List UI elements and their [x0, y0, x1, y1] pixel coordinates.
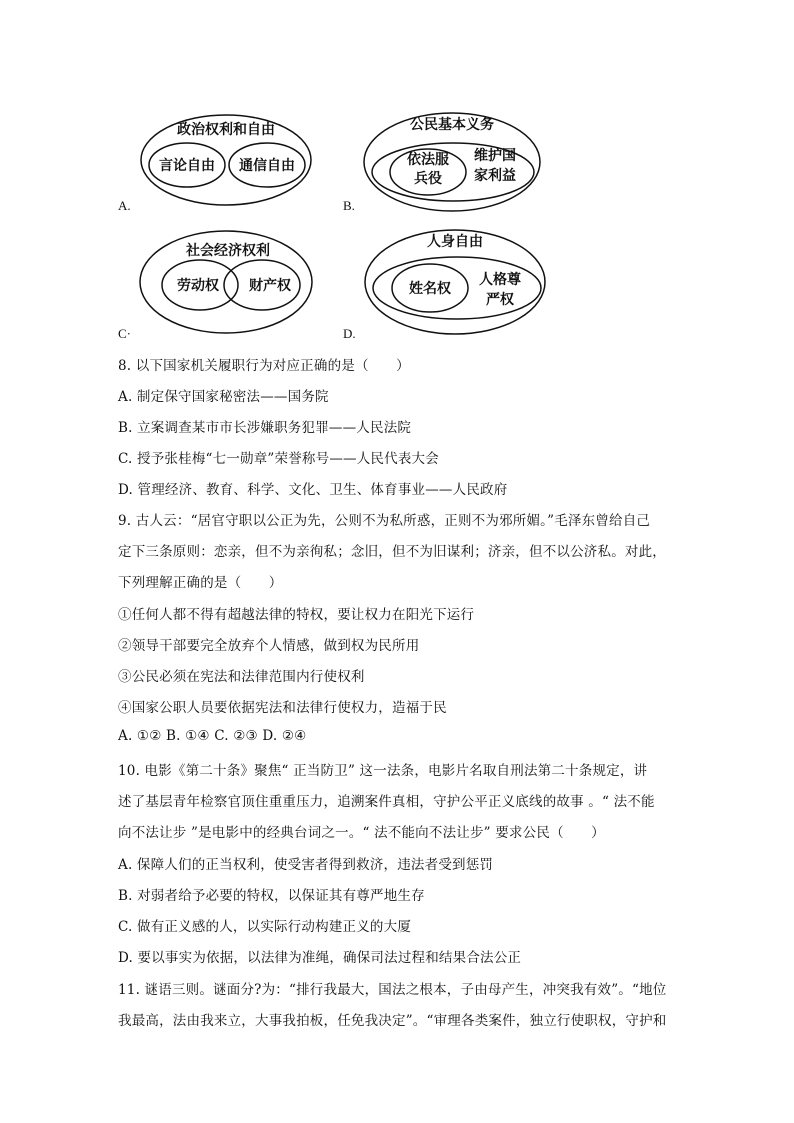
diagram-c-outer-label: 社会经济权利: [186, 243, 270, 259]
option-label-d: D.: [343, 326, 356, 341]
q10-option-a: A. 保障人们的正当权利，使受害者得到救济，违法者受到惩罚: [118, 857, 494, 873]
diagram-d-inner-left-label: 姓名权: [409, 281, 451, 297]
q9-item-4: ④国家公职人员要依据宪法和法律行使权力，造福于民: [118, 700, 447, 716]
diagram-d-middle-ellipse: [373, 257, 541, 319]
q8-option-b: B. 立案调查某市市长涉嫌职务犯罪——人民法院: [118, 420, 412, 436]
q9-item-3: ③公民必须在宪法和法律范围内行使权利: [118, 669, 365, 685]
diagram-b-inner-right-line1: 维护国: [474, 148, 516, 164]
diagram-b-svg: [362, 110, 542, 214]
q10-option-c: C. 做有正义感的人，以实际行动构建正义的大厦: [118, 919, 412, 935]
q9-item-2: ②领导干部要完全放弃个人情感，做到权为民所用: [118, 638, 420, 654]
q9-stem-line-3: 下列理解正确的是（ ）: [118, 575, 283, 591]
diagram-b: [362, 110, 542, 214]
q10-stem-line-1: 10. 电影《第二十条》聚焦“ 正当防卫” 这一法条，电影片名取自刑法第二十条规定，讲: [118, 763, 648, 779]
diagram-b-inner-left-line1: 依法服: [407, 152, 449, 168]
q9-item-1: ①任何人都不得有超越法律的特权，要让权力在阳光下运行: [118, 607, 475, 623]
diagram-c-svg: [138, 228, 314, 338]
diagram-a: [138, 112, 314, 208]
diagram-a-left-label: 言论自由: [159, 158, 215, 174]
q11-stem-line-2: 我最高，法由我来立，大事我拍板，任免我决定”。“审理各类案件，独立行使职权，守护和: [118, 1013, 667, 1029]
diagram-b-outer-label: 公民基本义务: [410, 117, 494, 133]
option-label-b: B.: [343, 198, 355, 213]
option-label-c: C·: [118, 326, 131, 341]
diagram-d-inner-right-line1: 人格尊: [479, 272, 521, 288]
diagram-d-svg: [362, 226, 550, 338]
q8-option-a: A. 制定保守国家秘密法——国务院: [118, 389, 329, 405]
q10-option-b: B. 对弱者给予必要的特权，以保证其有尊严地生存: [118, 888, 425, 904]
option-label-a: A.: [118, 198, 131, 213]
diagram-d-inner-right-line2: 严权: [486, 292, 514, 308]
q11-stem-line-1: 11. 谜语三则。谜面分?为：“排行我最大，国法之根本，子由母产生，冲突我有效”。“地位: [118, 982, 667, 998]
q9-answers: A. ①② B. ①④ C. ②③ D. ②④: [118, 728, 307, 744]
q10-option-d: D. 要以事实为依据，以法律为准绳，确保司法过程和结果合法公正: [118, 950, 522, 966]
q8-option-c: C. 授予张桂梅“七一勋章”荣誉称号——人民代表大会: [118, 451, 439, 467]
q8-option-d: D. 管理经济、教育、科学、文化、卫生、体育事业——人民政府: [118, 482, 508, 498]
diagram-b-inner-right-line2: 家利益: [474, 168, 516, 184]
diagram-a-outer-label: 政治权利和自由: [177, 122, 275, 138]
diagram-c-right-label: 财产权: [249, 278, 291, 294]
q8-stem: 8. 以下国家机关履职行为对应正确的是（ ）: [118, 358, 410, 374]
diagram-a-right-label: 通信自由: [239, 158, 295, 174]
q9-stem-line-2: 定下三条原则：恋亲，但不为亲徇私；念旧，但不为旧谋利；济亲，但不以公济私。对此，: [118, 544, 666, 560]
diagram-c-left-label: 劳动权: [177, 278, 219, 294]
diagram-d-outer-label: 人身自由: [427, 234, 483, 250]
diagram-b-inner-left-line2: 兵役: [414, 171, 442, 187]
q9-stem-line-1: 9. 古人云：“居官守职以公正为先，公则不为私所惑，正则不为邪所媚。”毛泽东曾给自己: [118, 513, 651, 529]
diagram-c: [138, 228, 314, 338]
q10-stem-line-2: 述了基层青年检察官顶住重重压力，追溯案件真相，守护公平正义底线的故事 。“ 法不能: [118, 794, 655, 810]
diagram-a-svg: [138, 112, 314, 208]
diagram-d: [362, 226, 550, 338]
q10-stem-line-3: 向不法让步 ”是电影中的经典台词之一。“ 法不能向不法让步” 要求公民（ ）: [118, 825, 605, 841]
